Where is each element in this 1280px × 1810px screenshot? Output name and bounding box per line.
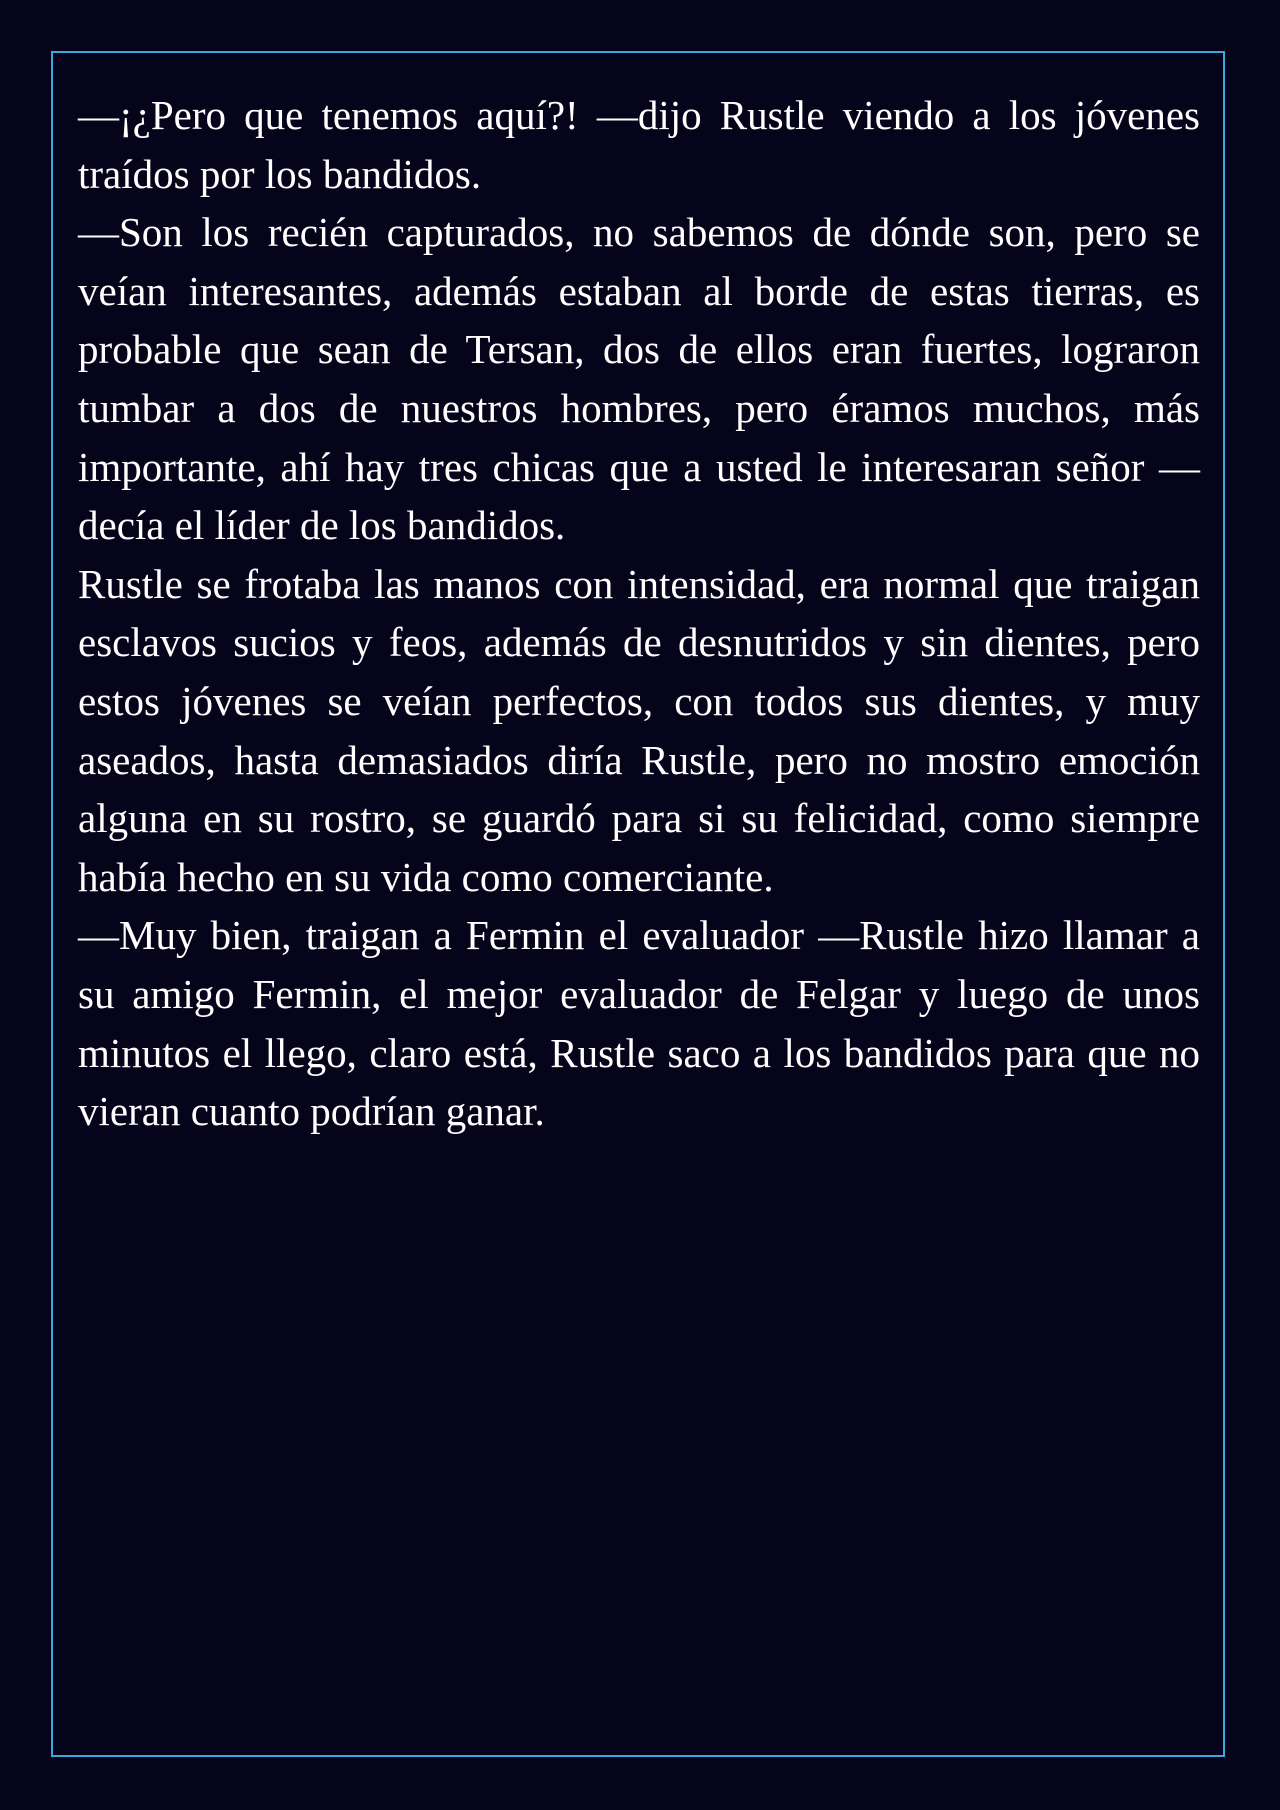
text-body <box>78 86 1200 1141</box>
paragraph-2: —Son los recién capturados, no sabemos de dónde son, pero se veían interesantes, además estaban al borde de estas tierras, es probable que sean de Tersan, dos de ellos eran fuertes, lograron tumbar a dos de nuestros hombres, pero éramos muchos, más importante, ahí hay tres chicas que a usted le interesaran señor —decía el líder de los bandidos. <box>78 209 1200 549</box>
paragraph-4: —Muy bien, traigan a Fermin el evaluador —Rustle hizo llamar a su amigo Fermin, el mejor evaluador de Felgar y luego de unos minutos el llego, claro está, Rustle saco a los bandidos para que no vieran cuanto podrían ganar. <box>78 912 1200 1135</box>
paragraph-1: —¡¿Pero que tenemos aquí?! —dijo Rustle viendo a los jóvenes traídos por los bandidos. <box>78 92 1200 197</box>
paragraph-3: Rustle se frotaba las manos con intensidad, era normal que traigan esclavos sucios y feos, además de desnutridos y sin dientes, pero estos jóvenes se veían perfectos, con todos sus dientes, y muy aseados, hasta demasiados diría Rustle, pero no mostro emoción alguna en su rostro, se guardó para si su felicidad, como siempre había hecho en su vida como comerciante. <box>78 560 1200 900</box>
